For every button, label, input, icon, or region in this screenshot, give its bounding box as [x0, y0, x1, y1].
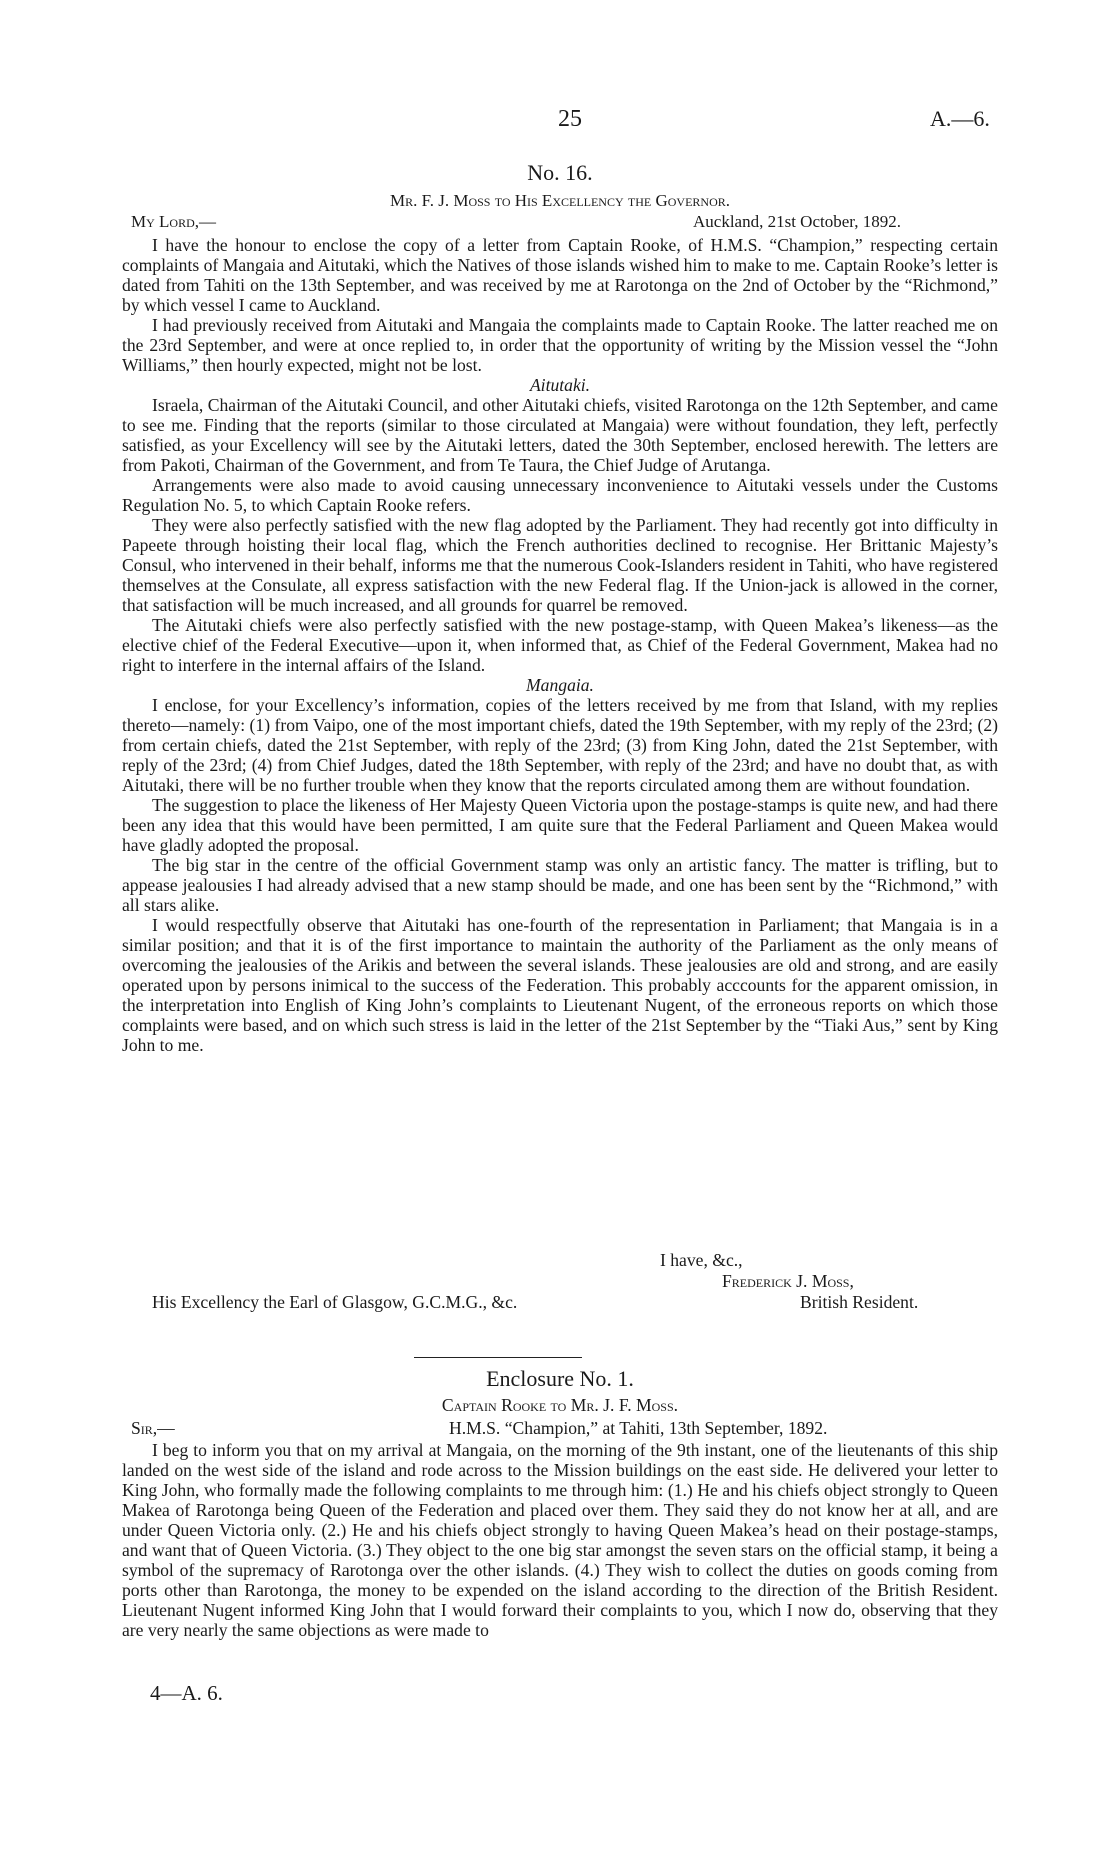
- enclosure-salutation: Sir,—: [131, 1418, 175, 1438]
- page-number: 25: [558, 106, 582, 132]
- section-divider: [414, 1357, 582, 1358]
- letter-paragraph: I have the honour to enclose the copy of a letter from Captain Rooke, of H.M.S. “Champion,” respecting certain complaints of Mangaia and Aitutaki, which the Natives of those islands wished him to make to me. Captain Rooke’s letter is dated from Tahiti on the 13th September, and was received by me at Rarotonga on the 2nd of October by the “Richmond,” by which vessel I came to Auckland.: [122, 235, 998, 315]
- enclosure-heading: Enclosure No. 1.: [486, 1366, 634, 1391]
- letter-number-heading: No. 16.: [527, 160, 593, 185]
- letter-paragraph: The suggestion to place the likeness of Her Majesty Queen Victoria upon the postage-stamps is quite new, and had there been any idea that this would have been permitted, I am quite sure that the Federal Parliament and Queen Makea would have gladly adopted the proposal.: [122, 795, 998, 855]
- letter-addressee: His Excellency the Earl of Glasgow, G.C.M.G., &c.: [152, 1292, 518, 1312]
- letter-paragraph: I had previously received from Aitutaki and Mangaia the complaints made to Captain Rooke. The latter reached me on the 23rd September, and were at once replied to, in order that the opportunity of writing by the Mission vessel the “John Williams,” then hourly expected, might not be lost.: [122, 315, 998, 375]
- enclosure-paragraph: I beg to inform you that on my arrival at Mangaia, on the morning of the 9th instant, one of the lieutenants of this ship landed on the west side of the island and rode across to the Mission buildings on the east side. He delivered your letter to King John, who formally made the following complaints to me through him: (1.) He and his chiefs object strongly to Queen Makea of Rarotonga being Queen of the Federation and placed over them. They said they do not know her at all, and are under Queen Victoria only. (2.) He and his chiefs object strongly to having Queen Makea’s head on their postage-stamps, and want that of Queen Victoria. (3.) They object to the one big star amongst the seven stars on the official stamp, it being a symbol of the supremacy of Rarotonga over the other islands. (4.) They wish to collect the duties on goods coming from ports other than Rarotonga, the money to be expended on the island according to the direction of the British Resident. Lieutenant Nugent informed King John that I would forward their complaints to you, which I now do, observing that they are very nearly the same objections as were made to: [122, 1440, 998, 1640]
- signature-mark: 4—A. 6.: [150, 1681, 223, 1705]
- section-heading-aitutaki: Aitutaki.: [529, 375, 591, 395]
- letter-closing: I have, &c.,: [660, 1250, 743, 1270]
- letter-signature-title: British Resident.: [800, 1292, 919, 1312]
- letter-subtitle: Mr. F. J. Moss to His Excellency the Governor.: [390, 191, 730, 210]
- letter-paragraph: Israela, Chairman of the Aitutaki Council, and other Aitutaki chiefs, visited Rarotonga on the 12th September, and came to see me. Finding that the reports (similar to those circulated at Mangaia) were without foundation, they left, perfectly satisfied, as your Excellency will see by the Aitutaki letters, dated the 30th September, enclosed herewith. The letters are from Pakoti, Chairman of the Government, and from Te Taura, the Chief Judge of Arutanga.: [122, 395, 998, 475]
- letter-paragraph: They were also perfectly satisfied with the new flag adopted by the Parliament. They had recently got into difficulty in Papeete through hoisting their local flag, which the French authorities declined to recognise. Her Brittanic Majesty’s Consul, who intervened in their behalf, informs me that the numerous Cook-Islanders resident in Tahiti, who have registered themselves at the Consulate, all express satisfaction with the new Federal flag. If the Union-jack is allowed in the corner, that satisfaction will be much increased, and all grounds for quarrel be removed.: [122, 515, 998, 615]
- letter-paragraph: Arrangements were also made to avoid causing unnecessary inconvenience to Aitutaki vessels under the Customs Regulation No. 5, to which Captain Rooke refers.: [122, 475, 998, 515]
- section-heading-mangaia: Mangaia.: [526, 675, 594, 695]
- document-reference: A.—6.: [930, 106, 990, 131]
- letter-body: [122, 235, 998, 1055]
- letter-salutation: My Lord,—: [131, 212, 217, 231]
- letter-paragraph: I enclose, for your Excellency’s information, copies of the letters received by me from that Island, with my replies thereto—namely: (1) from Vaipo, one of the most important chiefs, dated the 19th September, with my reply of the 23rd; (2) from certain chiefs, dated the 21st September, with reply of the 23rd; (3) from King John, dated the 21st September, with reply of the 23rd; (4) from Chief Judges, dated the 18th September, with reply of the 23rd; and have no doubt that, as with Aitutaki, there will be no further trouble when they know that the reports circulated among them are without foundation.: [122, 695, 998, 795]
- letter-paragraph: I would respectfully observe that Aitutaki has one-fourth of the representation in Parliament; that Mangaia is in a similar position; and that it is of the first importance to maintain the authority of the Parliament as the only means of overcoming the jealousies of the Arikis and between the several islands. These jealousies are old and strong, and are easily operated upon by persons inimical to the success of the Federation. This probably acccounts for the apparent omission, in the interpretation into English of King John’s complaints to Lieutenant Nugent, of the erroneous reports on which those complaints were based, and on which such stress is laid in the letter of the 21st September by the “Tiaki Aus,” sent by King John to me.: [122, 915, 998, 1055]
- letter-paragraph: The big star in the centre of the official Government stamp was only an artistic fancy. The matter is trifling, but to appease jealousies I had already advised that a new stamp should be made, and one has been sent by the “Richmond,” with all stars alike.: [122, 855, 998, 915]
- enclosure-place-date: H.M.S. “Champion,” at Tahiti, 13th September, 1892.: [449, 1418, 828, 1438]
- letter-place-date: Auckland, 21st October, 1892.: [693, 212, 902, 231]
- letter-paragraph: The Aitutaki chiefs were also perfectly satisfied with the new postage-stamp, with Queen Makea’s likeness—as the elective chief of the Federal Executive—upon it, when informed that, as Chief of the Federal Government, Makea had no right to interfere in the internal affairs of the Island.: [122, 615, 998, 675]
- letter-signature: Frederick J. Moss,: [722, 1271, 854, 1291]
- enclosure-body: [122, 1440, 998, 1640]
- enclosure-subtitle: Captain Rooke to Mr. J. F. Moss.: [441, 1395, 679, 1415]
